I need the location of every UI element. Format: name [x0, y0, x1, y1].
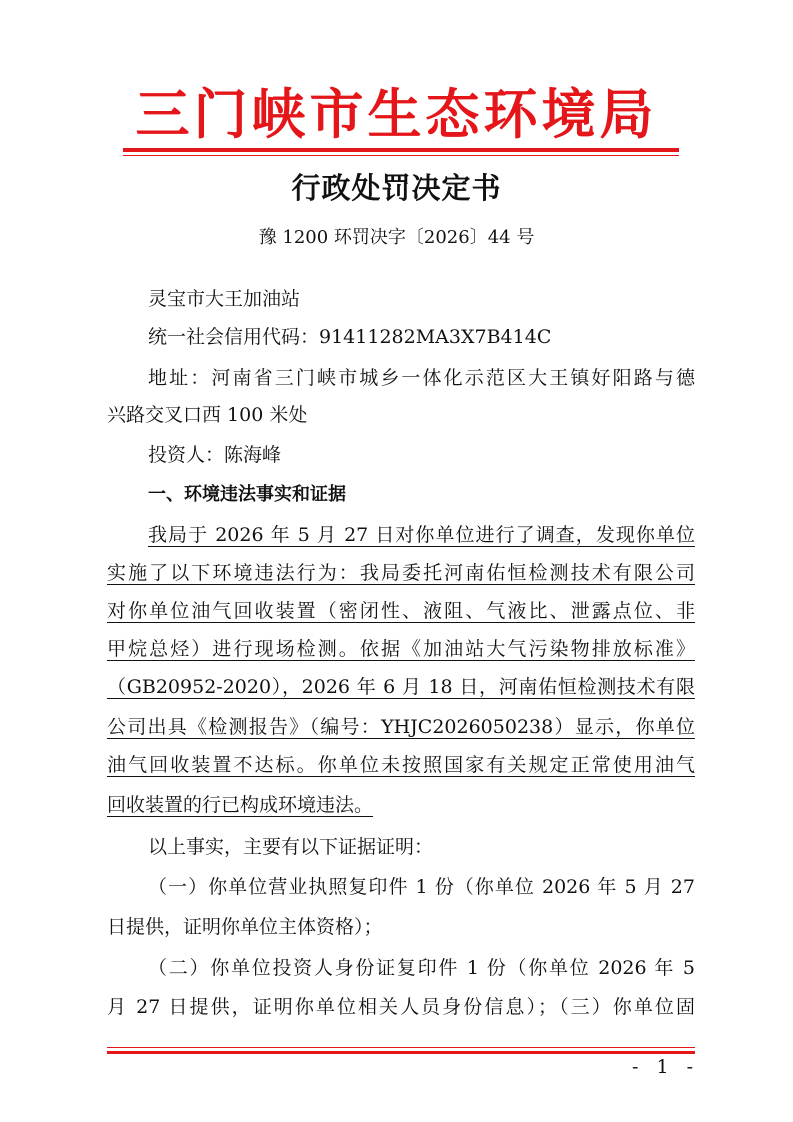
page-number: - 1 -	[632, 1056, 700, 1078]
facts-line: 我局于 2026 年 5 月 27 日对你单位进行了调查，发现你单位	[148, 524, 695, 546]
facts-line: 公司出具《检测报告》（编号：YHJC2026050238）显示，你单位	[107, 716, 695, 738]
facts-line: 油气回收装置不达标。你单位未按照国家有关规定正常使用油气	[107, 754, 695, 776]
facts-line: 实施了以下环境违法行为：我局委托河南佑恒检测技术有限公司	[107, 562, 695, 584]
party-address-line-1: 地址：河南省三门峡市城乡一体化示范区大王镇好阳路与德	[148, 367, 695, 389]
evidence-line: 月 27 日提供，证明你单位相关人员身份信息）；（三）你单位固	[107, 996, 695, 1018]
document-title: 行政处罚决定书	[291, 171, 502, 205]
facts-line: 对你单位油气回收装置（密闭性、液阻、气液比、泄露点位、非	[107, 600, 695, 622]
party-address-line-2: 兴路交叉口西 100 米处	[107, 404, 308, 426]
party-name: 灵宝市大王加油站	[148, 288, 301, 310]
footer-red-rule-thin	[107, 1047, 695, 1048]
facts-line: 回收装置的行已构成环境违法。	[107, 794, 374, 816]
evidence-intro: 以上事实，主要有以下证据证明：	[148, 836, 434, 858]
facts-line: （GB20952-2020），2026 年 6 月 18 日，河南佑恒检测技术有限	[107, 676, 695, 698]
header-red-rule-thin	[123, 155, 679, 156]
facts-line: 甲烷总烃）进行现场检测。依据《加油站大气污染物排放标准》	[107, 638, 695, 660]
section-heading: 一、环境违法事实和证据	[148, 484, 346, 505]
evidence-line: （一）你单位营业执照复印件 1 份（你单位 2026 年 5 月 27	[148, 876, 695, 898]
party-investor: 投资人：陈海峰	[148, 444, 282, 466]
agency-masthead: 三门峡市生态环境局	[135, 82, 658, 146]
header-red-rule-thick	[123, 148, 679, 152]
evidence-line: 日提供，证明你单位主体资格）；	[107, 916, 383, 938]
evidence-line: （二）你单位投资人身份证复印件 1 份（你单位 2026 年 5	[148, 957, 695, 979]
party-credit-code: 统一社会信用代码：91411282MA3X7B414C	[148, 326, 552, 348]
document-number: 豫 1200 环罚决字〔2026〕44 号	[258, 227, 535, 248]
footer-red-rule-thick	[107, 1051, 695, 1054]
